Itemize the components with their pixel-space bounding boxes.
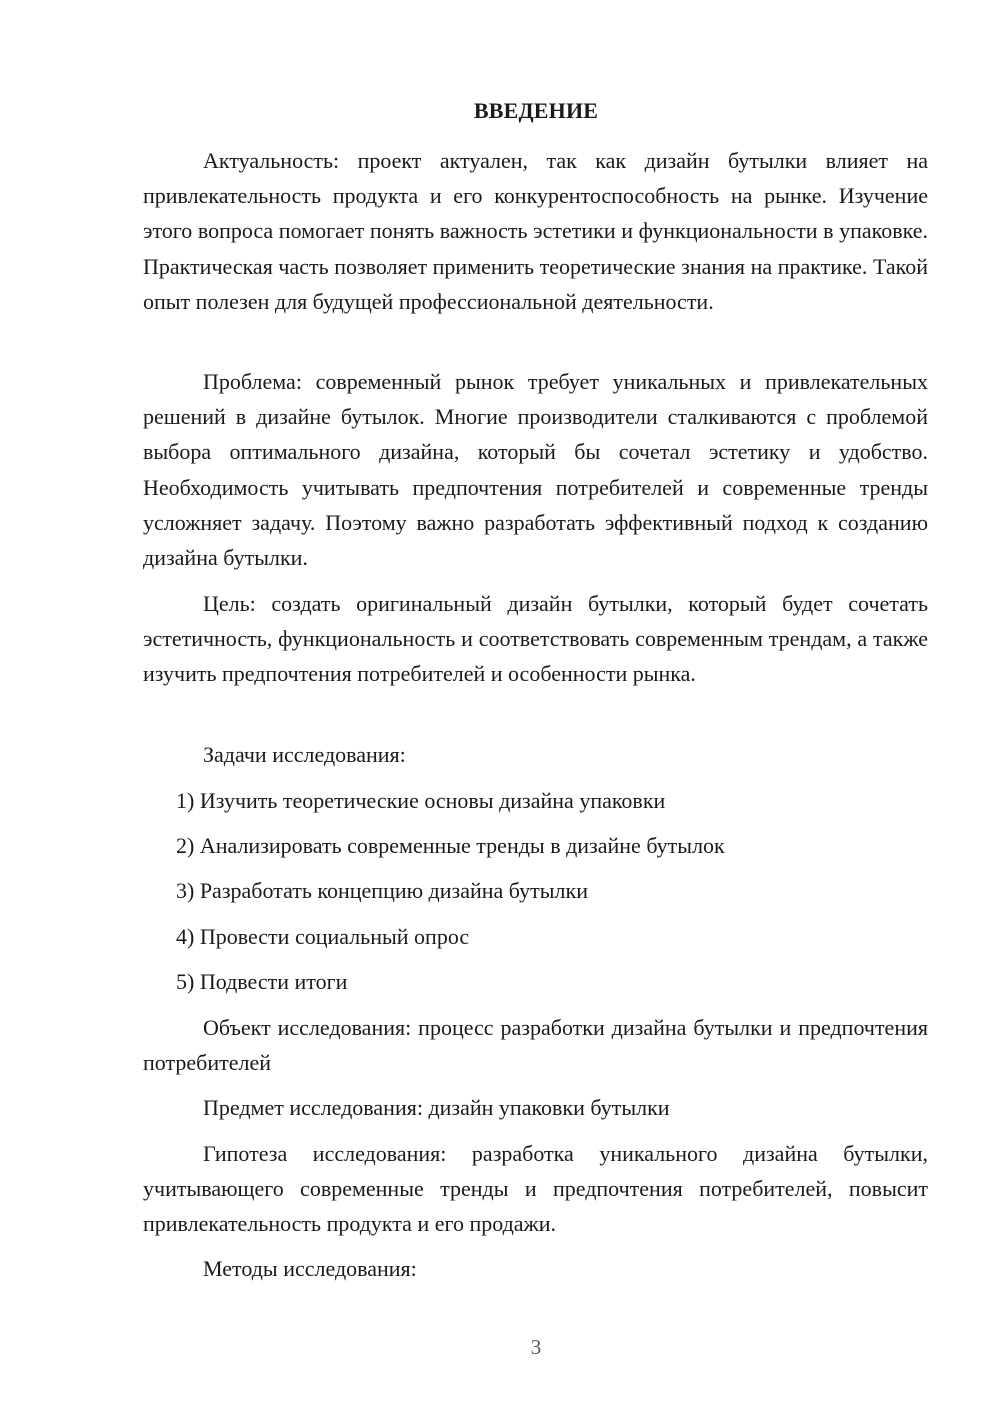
methods-heading: Методы исследования: (203, 1256, 417, 1281)
task-item-3: 3) Разработать концепцию дизайна бутылки (176, 878, 588, 903)
task-item-5: 5) Подвести итоги (176, 969, 348, 994)
subject-paragraph: Предмет исследования: дизайн упаковки бутылки (203, 1095, 670, 1120)
task-item-1: 1) Изучить теоретические основы дизайна упаковки (176, 788, 666, 813)
task-item-4: 4) Провести социальный опрос (176, 924, 470, 949)
object-paragraph: Объект исследования: процесс разработки дизайна бутылки и предпочтения потребителей (143, 1015, 928, 1076)
relevance-paragraph: Актуальность: проект актуален, так как дизайн бутылки влияет на привлекательность продукта и его конкурентоспособность на рынке. Изучение этого вопроса помогает понять важность эстетики и функциональности в упаковке. Практическая часть позволяет применить теоретические знания на практике. Такой опыт полезен для будущей профессиональной деятельности. (143, 148, 928, 314)
goal-paragraph: Цель: создать оригинальный дизайн бутылки, который будет сочетать эстетичность, функциональность и соответствовать современным трендам, а также изучить предпочтения потребителей и особенности рынка. (143, 591, 928, 687)
task-item-2: 2) Анализировать современные тренды в дизайне бутылок (176, 833, 725, 858)
hypothesis-paragraph: Гипотеза исследования: разработка уникального дизайна бутылки, учитывающего современные тренды и предпочтения потребителей, повысит привлекательность продукта и его продажи. (143, 1141, 928, 1237)
tasks-heading: Задачи исследования: (203, 742, 406, 767)
problem-paragraph: Проблема: современный рынок требует уникальных и привлекательных решений в дизайне бутылок. Многие производители сталкиваются с проблемой выбора оптимального дизайна, который бы сочетал эстетику и удобство. Необходимость учитывать предпочтения потребителей и современные тренды усложняет задачу. Поэтому важно разработать эффективный подход к созданию дизайна бутылки. (143, 369, 928, 571)
section-heading: ВВЕДЕНИЕ (473, 98, 599, 123)
page-number: 3 (530, 1335, 542, 1359)
